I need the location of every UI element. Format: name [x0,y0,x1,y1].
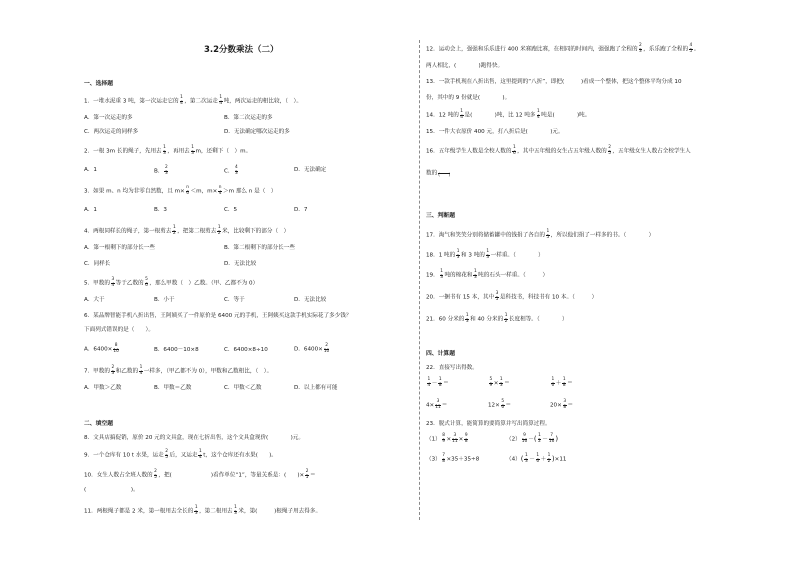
q6-option-b: B．6400－10×8 [154,347,199,353]
calc-step-4: （4）( $\frac{1}{3}$ － $\frac{1}{6}$ ＋ $\frac{1}{2}$ )×11 [506,453,567,464]
question-15: 15．一件大衣原价 400 元，打八折后是( )元。 [426,129,564,135]
q4-option-a: A．第一根剩下的部分长一些 [84,245,155,251]
q1-option-d: D．无法确定哪次运走的多 [224,129,290,135]
q1-option-c: C．两次运走的同样多 [84,129,139,135]
q3-option-b: B．3 [154,207,167,213]
question-3: 3．如果 m、n 均为非零自然数，且 m× $\frac{n}{6}$ ＜m，m× $\frac{n}{4}$ ＞m 那么 n 是（ ） [84,185,277,196]
question-13-line-1: 13．一款手机现在八折出售，这里提到的“八折”，即把( )看成一个整体，把这个整体平均分成 10 [426,79,682,85]
q6-option-c: C．6400×8÷10 [224,347,268,353]
question-14: 14．12 吨的 $\frac{1}{4}$ 是( )吨，比 12 吨多 $\frac{1}{4}$ 吨是( )吨。 [426,109,591,120]
question-6-line-1: 6．某品牌智能手机八折出售，王阿姨买了一件原价是 6400 元的手机，王阿姨买这款手机实际花了多少钱？ [84,313,352,319]
q5-option-c: C．等于 [224,297,245,303]
question-16: 16．五年级学生人数是全校人数的 $\frac{1}{6}$ ，其中五年级的女生占五年级人数的 $\frac{2}{5}$ ，五年级女生人数占全校学生人 [426,145,691,156]
fraction: $\frac{1}{4}$ [219,95,223,106]
calc-step-3: （3） $\frac{7}{8}$ ×35＋35÷8 [426,453,480,464]
calc-item: 12× $\frac{5}{6}$ ＝ [488,399,512,410]
q1-option-a: A．第一次运走的多 [84,115,133,121]
q1-option-b: B．第二次运走的多 [224,115,273,121]
q7-option-d: D．以上都有可能 [294,385,338,391]
question-10: 10．女生人数占全班人数的 $\frac{2}{5}$ ，把( )看作单位“1”，等量关系是：( )× $\frac{2}{5}$ ＝ [84,469,316,480]
q4-option-d: D．无法比较 [224,261,257,267]
question-23: 23．脱式计算，能简算的要简算并写出简算过程。 [426,421,551,427]
section-choice-heading: 一、选择题 [84,81,113,87]
q5-option-b: B．小于 [154,297,175,303]
question-8: 8．文具店搞促销，原价 20 元的文具盒，现在七折出售，这个文具盒现价( )元。 [84,435,304,441]
calc-item: $\frac{1}{4}$ － $\frac{1}{8}$ ＝ [427,377,449,388]
q2-option-c: C． $\frac{4}{3}$ [224,165,238,176]
q3-option-c: C．5 [224,207,238,213]
question-4: 4．两根同样长的绳子，第一根剪去 $\frac{1}{2}$ ，把第二根剪去 $\frac{1}{2}$ 米，比较剩下的部分（ ） [84,225,290,236]
question-10-line-2: ( )。 [84,487,139,493]
calc-item: $\frac{5}{9}$ × $\frac{1}{3}$ ＝ [489,377,510,388]
question-1: 1．一堆水泥重 3 吨，第一次运走它的 $\frac{1}{4}$ ，第二次运走 $\frac{1}{4}$ 吨，两次运走的相比较，（ ）。 [84,95,302,106]
fraction: $\frac{1}{4}$ [180,95,183,106]
question-17: 17．淘气和笑笑分别将储蓄罐中的钱捐了各自的 $\frac{1}{5}$ ，所以他们捐了一样多的书。（ ） [426,229,655,240]
q2-option-a: A．1 [84,167,97,173]
q4-option-c: C．同样长 [84,261,111,267]
calc-item: 20× $\frac{3}{8}$ ＝ [550,399,574,410]
q5-option-d: D．无法比较 [294,297,327,303]
page-title: 3.2分数乘法（二） [204,45,279,55]
q2-option-d: D．无法确定 [294,167,327,173]
calc-step-1: （1） $\frac{8}{9}$ × $\frac{3}{11}$ × $\frac{9}{8}$ [426,433,468,444]
question-12-line-2: 两人相比，( )跑得快。 [426,63,504,69]
q6-option-a: A．6400× $\frac{8}{10}$ [84,343,119,354]
question-9: 9．一个仓库有 10 t 水果，运走 $\frac{2}{5}$ 后，又运走 $\frac{1}{4}$ t，这个仓库还有水果( )。 [84,449,277,460]
question-21: 21．60 分米的 $\frac{1}{3}$ 和 40 分米的 $\frac{1}{2}$ 长度相等。（ ） [426,313,568,324]
question-16-line-2: 数的 ( ) [426,168,451,178]
section-fill-heading: 二、填空题 [84,421,113,427]
question-6-line-2: 下面列式错误的是（ ）。 [84,327,154,333]
q4-option-b: B．第二根剩下的部分长一些 [224,245,295,251]
question-2: 2．一根 3m 长的绳子，先用去 $\frac{1}{3}$ ，再用去 $\frac{1}{3}$ m，还剩下（ ）m。 [84,145,252,156]
question-11: 11．两根绳子都是 2 米，第一根用去全长的 $\frac{1}{3}$ ，第二根用去 $\frac{1}{3}$ 米，第( )根绳子用去得多。 [84,505,322,516]
calc-item: $\frac{1}{6}$ ＋ $\frac{1}{8}$ ＝ [551,377,573,388]
column-divider [419,40,420,520]
question-22: 22．直接写出得数。 [426,365,478,371]
question-7: 7．甲数的 $\frac{2}{3}$ 和乙数的 $\frac{1}{4}$ 一样多，（甲乙都不为 0），甲数和乙数相比，（ ）。 [84,365,273,376]
q3-option-a: A．1 [84,207,97,213]
calc-step-2: （2） $\frac{9}{16}$ －( $\frac{1}{2}$ － $\frac{7}{16}$ ) [506,433,559,444]
q3-option-d: D．7 [294,207,308,213]
q5-option-a: A．大于 [84,297,105,303]
section-judge-heading: 三、判断题 [426,213,455,219]
q7-option-b: B．甲数＝乙数 [154,385,192,391]
q6-option-d: D．6400× $\frac{2}{10}$ [294,343,330,354]
question-18: 18．1 吨的 $\frac{1}{3}$ 和 3 吨的 $\frac{1}{3}$ 一样重。（ ） [426,249,544,260]
q7-option-c: C．甲数＜乙数 [224,385,262,391]
question-20: 20．一捆书有 15 本，其中 $\frac{3}{5}$ 是科技书，科技书有 10 本。（ ） [426,291,598,302]
calc-item: 4× $\frac{3}{11}$ ＝ [426,399,448,410]
q7-option-a: A．甲数＞乙数 [84,385,122,391]
question-19: 19． $\frac{1}{3}$ 吨的棉花和 $\frac{1}{3}$ 吨的石头一样重。（ ） [426,269,549,280]
question-13-line-2: 份，其中的 9 份就是( )。 [426,95,511,101]
question-5: 5．甲数的 $\frac{3}{4}$ 等于乙数的 $\frac{5}{6}$ ，那么甲数（ ）乙数。（甲、乙都不为 0） [84,277,259,288]
question-12: 12．运动会上，强强和乐乐进行 400 米赛跑比赛，在相同的时间内，强强跑了全程的 $\frac{2}{3}$ ，乐乐跑了全程的 $\frac{4}{5}$ 。 [426,43,700,54]
q2-option-b: B． $\frac{2}{3}$ [154,165,168,176]
section-calc-heading: 四、计算题 [426,351,455,357]
